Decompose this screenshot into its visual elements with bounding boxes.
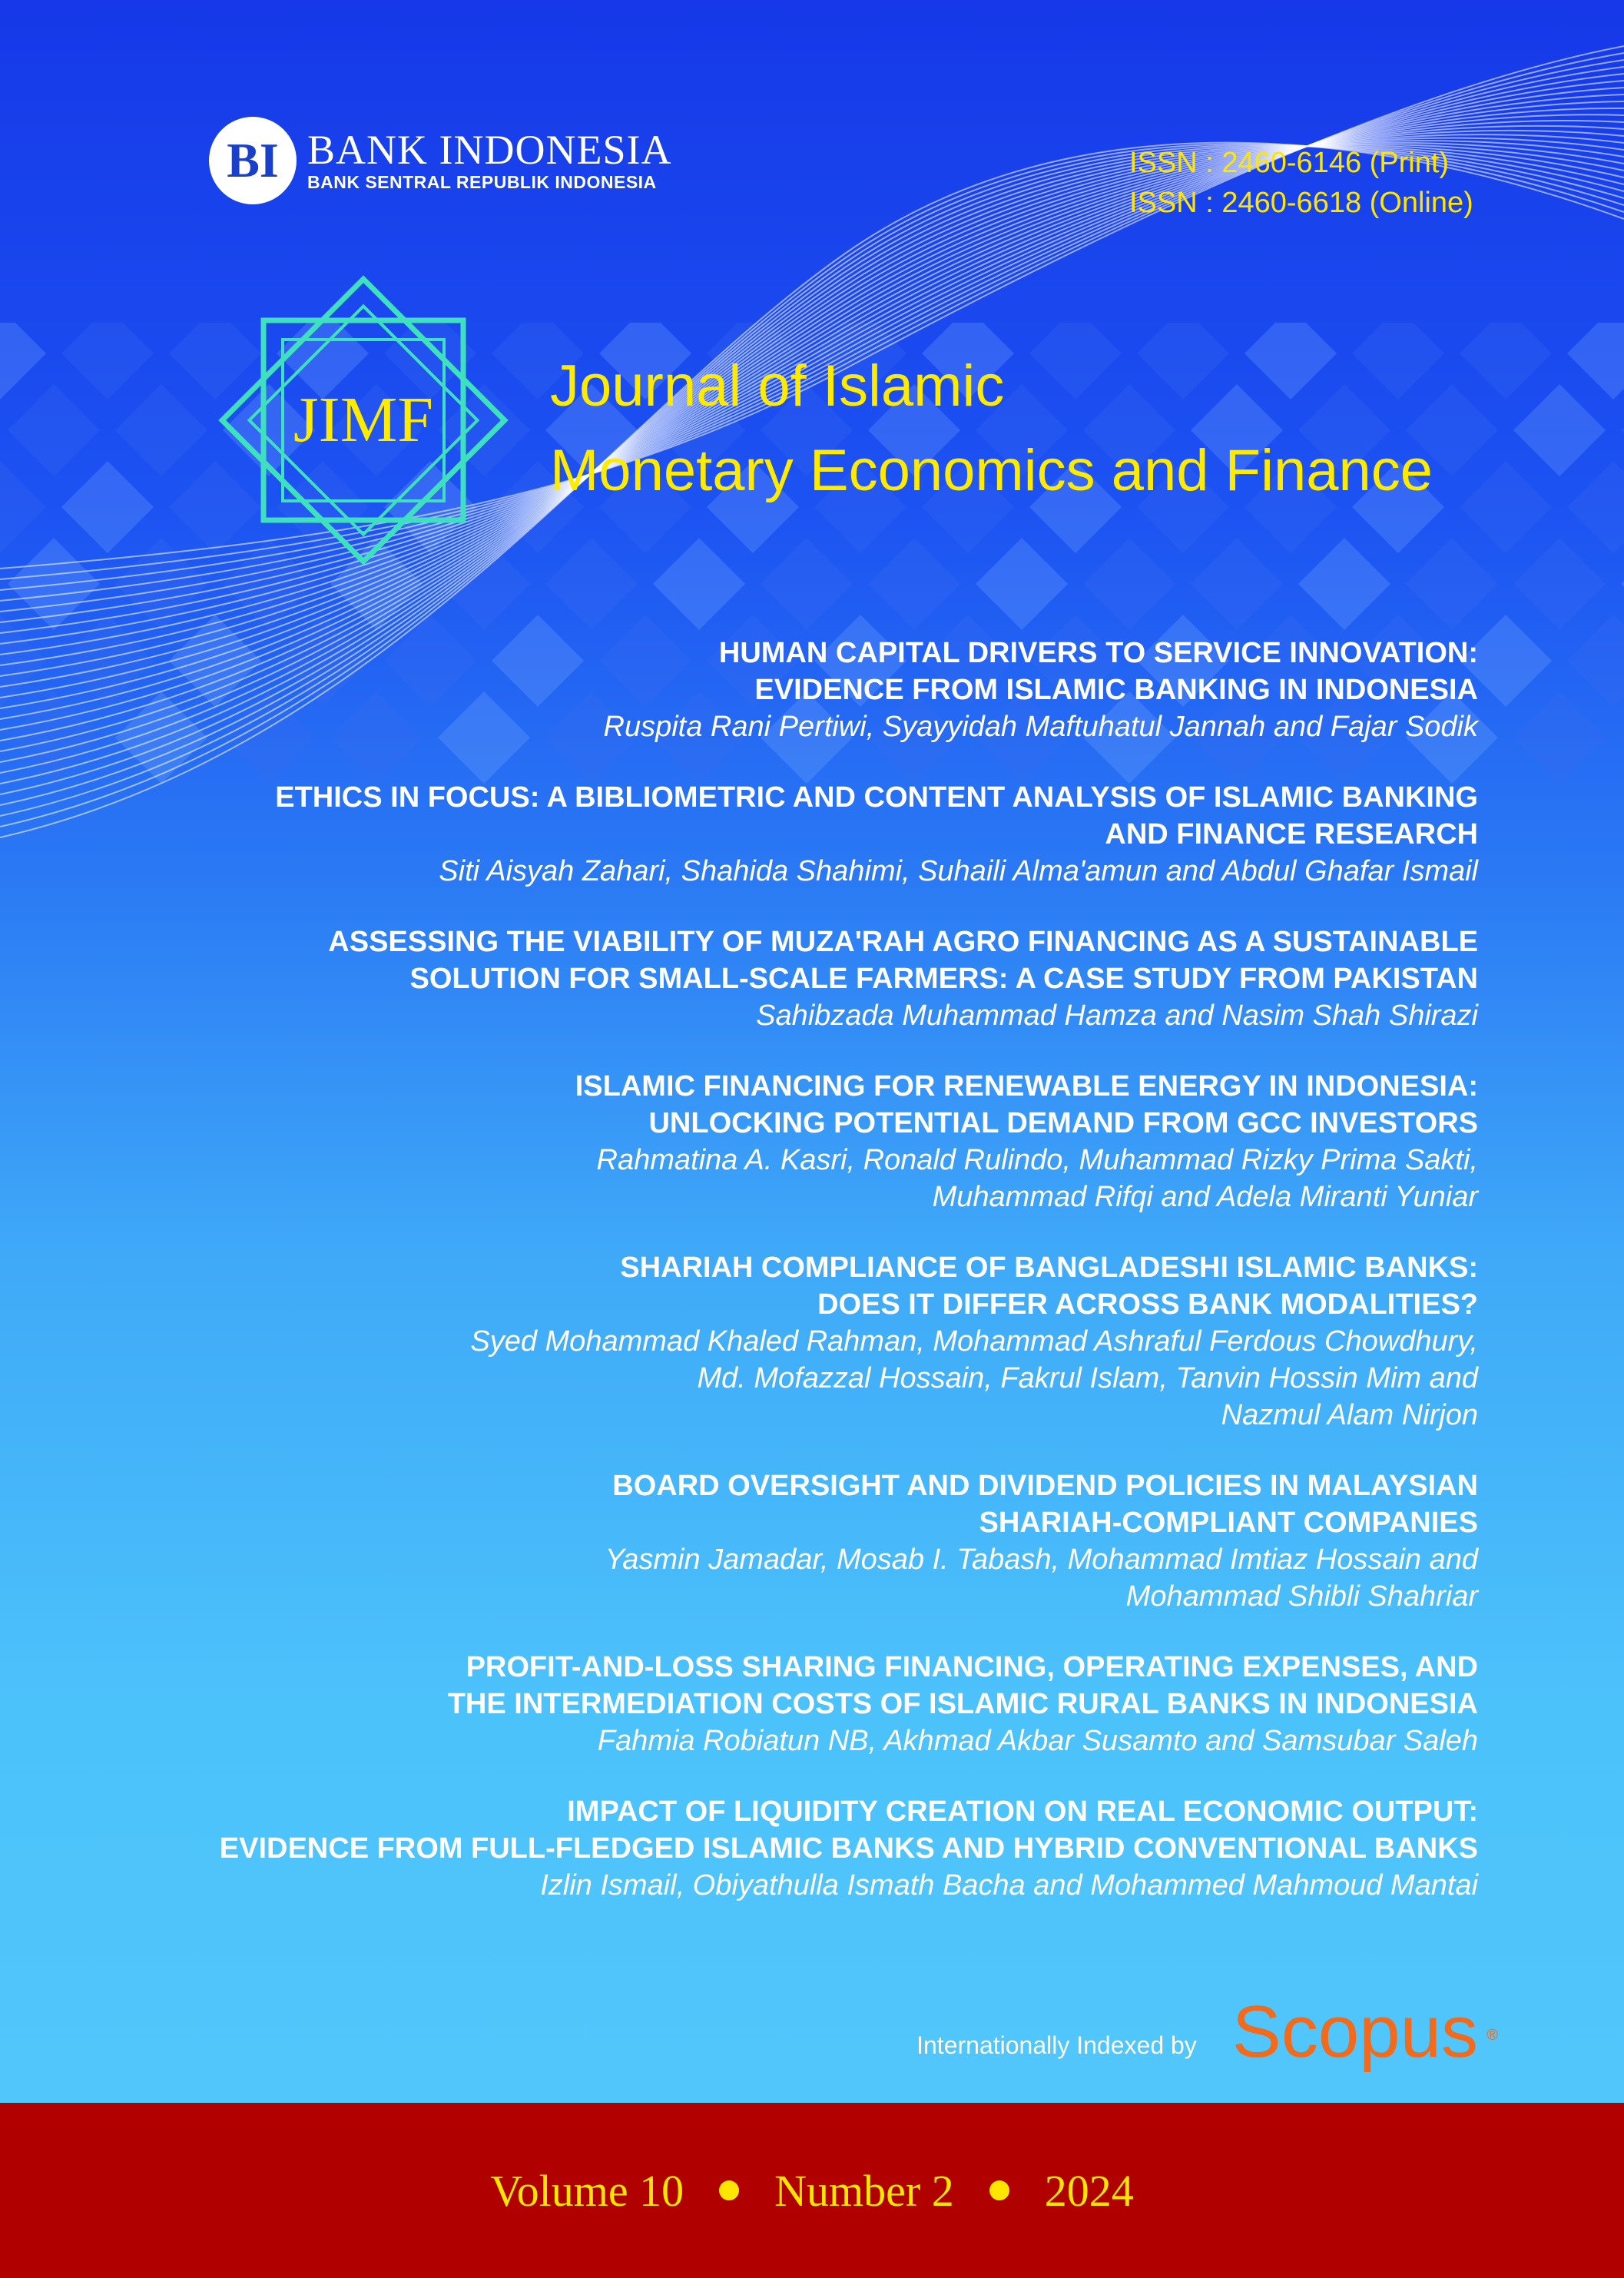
article-entry (172, 923, 1478, 1034)
article-authors-line: Nazmul Alam Nirjon (1221, 1399, 1478, 1431)
article-entry (172, 1793, 1478, 1904)
article-title-line: SHARIAH COMPLIANCE OF BANGLADESHI ISLAMIC BANKS: (620, 1252, 1478, 1284)
article-title-line: ISLAMIC FINANCING FOR RENEWABLE ENERGY IN INDONESIA: (575, 1070, 1478, 1103)
article-title-line: ASSESSING THE VIABILITY OF MUZA'RAH AGRO FINANCING AS A SUSTAINABLE (328, 926, 1478, 958)
issue-footer-band (0, 2103, 1624, 2278)
article-authors-line: Fahmia Robiatun NB, Akhmad Akbar Susamto and Samsubar Saleh (597, 1725, 1478, 1757)
bank-indonesia-emblem-icon: BI (209, 117, 297, 204)
article-authors-line: Md. Mofazzal Hossain, Fakrul Islam, Tanvin Hossin Mim and (697, 1362, 1478, 1394)
article-title-line: SOLUTION FOR SMALL-SCALE FARMERS: A CASE STUDY FROM PAKISTAN (409, 963, 1478, 995)
article-authors-line: Izlin Ismail, Obiyathulla Ismath Bacha and Mohammed Mahmoud Mantai (540, 1869, 1478, 1902)
article-title-line: UNLOCKING POTENTIAL DEMAND FROM GCC INVESTORS (648, 1107, 1478, 1139)
article-title-line: THE INTERMEDIATION COSTS OF ISLAMIC RURAL BANKS IN INDONESIA (447, 1688, 1478, 1720)
journal-title-line-2: Monetary Economics and Finance (550, 438, 1433, 503)
article-title-line: IMPACT OF LIQUIDITY CREATION ON REAL ECONOMIC OUTPUT: (567, 1796, 1478, 1828)
issn-online: ISSN : 2460-6618 (Online) (1129, 187, 1473, 219)
scopus-wordmark: Scopus (1231, 1991, 1478, 2073)
article-authors-line: Yasmin Jamadar, Mosab I. Tabash, Mohammad Imtiaz Hossain and (605, 1544, 1478, 1576)
jimf-abbreviation: JIMF (293, 384, 434, 456)
indexed-by-label: Internationally Indexed by (916, 2031, 1197, 2059)
article-entry (172, 1068, 1478, 1215)
article-authors-line: Sahibzada Muhammad Hamza and Nasim Shah Shirazi (756, 1000, 1478, 1032)
publisher-subtitle: BANK SENTRAL REPUBLIK INDONESIA (307, 172, 657, 192)
journal-title (550, 344, 1433, 513)
article-entry (172, 635, 1478, 745)
article-title-line: AND FINANCE RESEARCH (1105, 818, 1478, 851)
article-entry (172, 1649, 1478, 1759)
scopus-logo (1231, 1991, 1498, 2073)
article-entry (172, 1467, 1478, 1615)
article-title-line: EVIDENCE FROM FULL-FLEDGED ISLAMIC BANKS AND HYBRID CONVENTIONAL BANKS (219, 1832, 1478, 1865)
article-entry (172, 779, 1478, 890)
article-title-line: SHARIAH-COMPLIANT COMPANIES (979, 1507, 1478, 1539)
issn-block (1129, 143, 1473, 223)
article-title-line: EVIDENCE FROM ISLAMIC BANKING IN INDONESIA (754, 674, 1478, 706)
issue-volume: Volume 10 (490, 2165, 684, 2216)
article-title-line: DOES IT DIFFER ACROSS BANK MODALITIES? (817, 1288, 1478, 1321)
indexing-block (916, 1991, 1498, 2073)
issn-print: ISSN : 2460-6146 (Print) (1129, 147, 1450, 179)
bullet-dot-icon (719, 2180, 739, 2200)
article-authors-line: Siti Aisyah Zahari, Shahida Shahimi, Suhaili Alma'amun and Abdul Ghafar Ismail (439, 855, 1478, 887)
article-title-line: HUMAN CAPITAL DRIVERS TO SERVICE INNOVATION: (718, 637, 1478, 669)
bank-indonesia-logo (209, 117, 671, 204)
issue-number: Number 2 (774, 2165, 954, 2216)
journal-title-line-1: Journal of Islamic (550, 353, 1005, 419)
bullet-dot-icon (989, 2180, 1009, 2200)
article-authors-line: Mohammad Shibli Shahriar (1125, 1580, 1478, 1613)
table-of-contents (172, 635, 1478, 1938)
article-authors-line: Muhammad Rifqi and Adela Miranti Yuniar (932, 1181, 1478, 1213)
jimf-star-emblem-icon (206, 263, 521, 578)
registered-mark-icon: ® (1486, 2027, 1498, 2044)
article-entry (172, 1249, 1478, 1434)
article-authors-line: Rahmatina A. Kasri, Ronald Rulindo, Muhammad Rizky Prima Sakti, (596, 1144, 1478, 1176)
article-title-line: PROFIT-AND-LOSS SHARING FINANCING, OPERATING EXPENSES, AND (466, 1651, 1478, 1683)
issue-year: 2024 (1044, 2165, 1134, 2216)
article-title-line: BOARD OVERSIGHT AND DIVIDEND POLICIES IN MALAYSIAN (612, 1470, 1478, 1502)
publisher-name: BANK INDONESIA (307, 127, 672, 173)
article-authors-line: Syed Mohammad Khaled Rahman, Mohammad Ashraful Ferdous Chowdhury, (470, 1325, 1478, 1358)
article-title-line: ETHICS IN FOCUS: A BIBLIOMETRIC AND CONTENT ANALYSIS OF ISLAMIC BANKING (275, 781, 1478, 814)
article-authors-line: Ruspita Rani Pertiwi, Syayyidah Maftuhatul Jannah and Fajar Sodik (603, 711, 1478, 743)
